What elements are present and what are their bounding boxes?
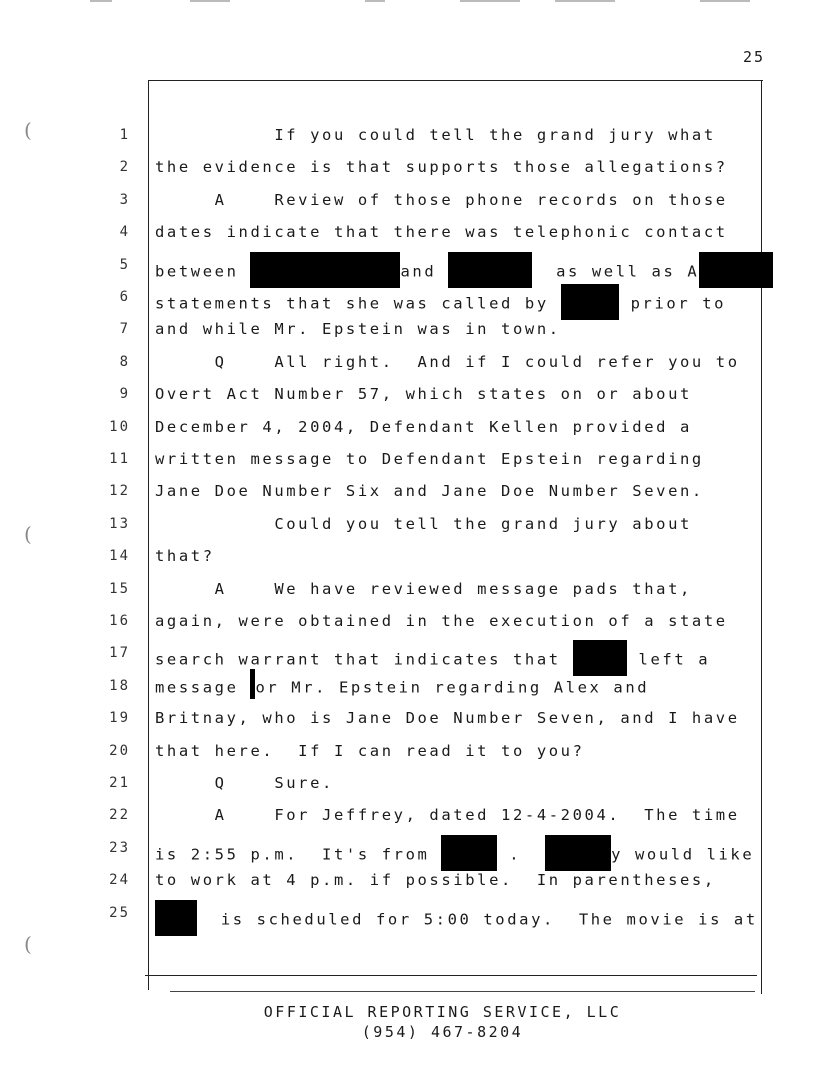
line-number: 8 bbox=[119, 353, 130, 370]
transcript-line bbox=[155, 223, 728, 241]
line-number: 22 bbox=[109, 807, 130, 824]
transcript-line bbox=[155, 126, 716, 144]
frame-right-border bbox=[761, 80, 762, 994]
line-number: 5 bbox=[119, 256, 130, 273]
line-number: 11 bbox=[109, 451, 130, 467]
line-number: 14 bbox=[109, 548, 130, 565]
margin-bracket-mark: ( bbox=[24, 522, 32, 546]
transcript-text: prior to bbox=[618, 294, 727, 313]
scan-top-marks bbox=[0, 0, 815, 6]
line-number: 13 bbox=[109, 515, 130, 532]
transcript-text: written message to Defendant Epstein regarding bbox=[155, 450, 704, 468]
transcript-text: again, were obtained in the execution of a state bbox=[155, 612, 728, 630]
transcript-text: Britnay, who is Jane Doe Number Seven, and I have bbox=[155, 709, 740, 728]
transcript-text: is scheduled for 5:00 today. The movie is at bbox=[197, 910, 758, 929]
redaction-block bbox=[250, 252, 400, 288]
frame-top-border bbox=[148, 80, 763, 81]
transcript-line bbox=[155, 580, 692, 598]
transcript-line bbox=[155, 547, 215, 565]
transcript-line bbox=[155, 871, 716, 889]
transcript-line bbox=[155, 158, 728, 176]
transcript-line bbox=[155, 774, 334, 792]
transcript-line bbox=[155, 709, 740, 727]
line-number: 12 bbox=[109, 483, 130, 500]
transcript-line bbox=[155, 353, 740, 371]
transcript-text: A We have reviewed message pads that, bbox=[155, 579, 692, 598]
transcript-line bbox=[155, 191, 728, 209]
frame-left-border bbox=[148, 80, 149, 990]
transcript-text: Q All right. And if I could refer you to bbox=[155, 352, 740, 371]
redaction-block bbox=[573, 640, 627, 676]
line-number: 6 bbox=[119, 289, 130, 305]
transcript-line bbox=[155, 450, 704, 468]
line-number: 10 bbox=[109, 418, 130, 435]
line-number: 21 bbox=[109, 775, 130, 791]
line-number: 23 bbox=[109, 839, 130, 856]
transcript-line bbox=[155, 385, 692, 403]
transcript-text: the evidence is that supports those allegations? bbox=[155, 158, 728, 177]
line-number: 16 bbox=[109, 613, 130, 629]
transcript-line bbox=[155, 288, 726, 320]
transcript-line bbox=[155, 806, 740, 824]
transcript-text: y would like bbox=[611, 845, 755, 864]
transcript-text: and while Mr. Epstein was in town. bbox=[155, 320, 561, 339]
line-number: 1 bbox=[119, 127, 130, 143]
page-number: 25 bbox=[742, 48, 765, 66]
transcript-text: search warrant that indicates that bbox=[155, 650, 573, 669]
transcript-text: . bbox=[497, 845, 546, 864]
transcript-text: as well as A bbox=[532, 262, 700, 281]
line-number: 15 bbox=[109, 580, 130, 597]
transcript-text: Could you tell the grand jury about bbox=[155, 514, 692, 533]
transcript-line bbox=[155, 612, 728, 630]
redaction-block bbox=[441, 835, 497, 871]
redaction-block bbox=[155, 900, 197, 936]
transcript-text: that? bbox=[155, 547, 215, 566]
frame-bottom-border bbox=[145, 975, 757, 976]
margin-bracket-mark: ( bbox=[24, 932, 32, 956]
transcript-text: dates indicate that there was telephonic contact bbox=[155, 223, 728, 242]
line-number: 2 bbox=[119, 159, 130, 176]
reporting-company: OFFICIAL REPORTING SERVICE, LLC bbox=[263, 1003, 622, 1021]
transcript-text: December 4, 2004, Defendant Kellen provided a bbox=[155, 417, 692, 436]
line-number: 4 bbox=[119, 224, 130, 241]
transcript-text: Overt Act Number 57, which states on or about bbox=[155, 385, 692, 404]
transcript-line bbox=[155, 418, 692, 436]
transcript-line bbox=[155, 742, 585, 760]
transcript-text: statements that she was called by bbox=[155, 294, 561, 313]
transcript-line bbox=[155, 644, 710, 676]
transcript-text: is 2:55 p.m. It's from bbox=[155, 845, 442, 864]
transcript-line bbox=[155, 256, 773, 288]
transcript-text: left a bbox=[626, 650, 711, 669]
transcript-line bbox=[155, 677, 649, 699]
transcript-text: If you could tell the grand jury what bbox=[155, 126, 716, 144]
line-number: 25 bbox=[109, 904, 130, 921]
transcript-text: A For Jeffrey, dated 12-4-2004. The time bbox=[155, 806, 740, 825]
transcript-text: Q Sure. bbox=[155, 774, 334, 792]
transcript-text: to work at 4 p.m. if possible. In parentheses, bbox=[155, 871, 716, 890]
redaction-block bbox=[545, 835, 611, 871]
transcript-line bbox=[155, 839, 754, 871]
frame-bottom-rule bbox=[170, 991, 755, 992]
line-number: 7 bbox=[119, 321, 130, 338]
transcript-text: and bbox=[400, 262, 449, 281]
line-number: 18 bbox=[109, 677, 130, 694]
margin-bracket-mark: ( bbox=[24, 118, 32, 142]
transcript-line bbox=[155, 320, 561, 338]
line-number: 24 bbox=[109, 872, 130, 889]
transcript-line bbox=[155, 515, 692, 533]
transcript-text: that here. If I can read it to you? bbox=[155, 741, 585, 760]
line-number: 20 bbox=[109, 742, 130, 759]
transcript-text: between bbox=[155, 262, 251, 281]
redaction-block bbox=[561, 284, 619, 320]
line-number: 19 bbox=[109, 710, 130, 727]
line-number: 17 bbox=[109, 645, 130, 662]
reporter-footer bbox=[0, 1002, 815, 1042]
redaction-block bbox=[448, 252, 532, 288]
reporting-phone: (954) 467-8204 bbox=[361, 1023, 524, 1041]
transcript-text: A Review of those phone records on those bbox=[155, 190, 728, 209]
line-number: 3 bbox=[119, 191, 130, 208]
transcript-line bbox=[155, 904, 758, 936]
transcript-text: message bbox=[155, 678, 251, 697]
line-number: 9 bbox=[119, 386, 130, 403]
transcript-text: or Mr. Epstein regarding Alex and bbox=[255, 678, 650, 697]
transcript-line bbox=[155, 482, 704, 500]
redaction-block bbox=[699, 252, 773, 288]
transcript-text: Jane Doe Number Six and Jane Doe Number Seven. bbox=[155, 482, 704, 501]
